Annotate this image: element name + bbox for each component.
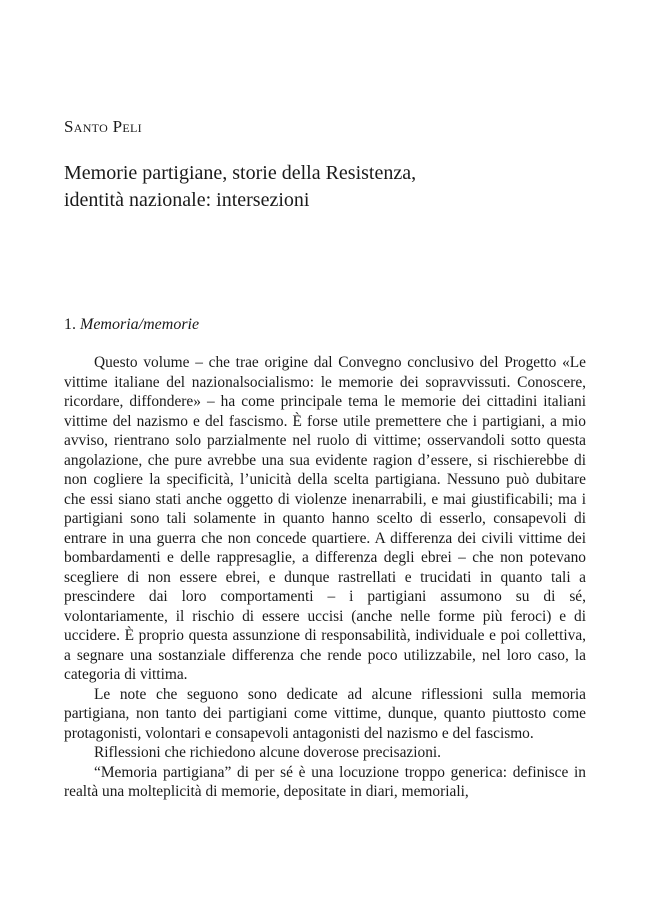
- chapter-title-line-1: Memorie partigiane, storie della Resistenza,: [64, 162, 417, 184]
- section-heading: [64, 316, 199, 334]
- paragraph: “Memoria partigiana” di per sé è una locuzione troppo generica: definisce in realtà una molteplicità di memorie, depositate in diari, memoriali,: [64, 763, 586, 800]
- author-name: Santo Peli: [64, 117, 142, 136]
- paragraph: Riflessioni che richiedono alcune doverose precisazioni.: [94, 744, 442, 761]
- body-text: [64, 353, 586, 802]
- chapter-title: [64, 160, 584, 214]
- chapter-title-line-2: identità nazionale: intersezioni: [64, 189, 310, 211]
- paragraph: Questo volume – che trae origine dal Convegno conclusivo del Progetto «Le vittime italiane del nazionalsocialismo: le memorie dei sopravvissuti. Conoscere, ricordare, diffondere» – ha come principale tema le memorie dei cittadini italiani vittime del nazismo e del fascismo. È forse utile premettere che i partigiani, a mio avviso, rientrano solo parzialmente nel ruolo di vittime; osservandoli sotto questa angolazione, che pure avrebbe una sua evidente ragion d’essere, si rischierebbe di non cogliere la specificità, l’unicità della scelta partigiana. Nessuno può dubitare che essi siano stati anche oggetto di violenze inenarrabili, e mai giustificabili; ma i partigiani sono tali solamente in quanto hanno scelto di esserlo, consapevoli di entrare in una guerra che non concede quartiere. A differenza dei civili vittime dei bombardamenti e delle rappresaglie, a differenza degli ebrei – che non potevano scegliere di non essere ebrei, e dunque rastrellati e trucidati in quanto tali a prescindere dai loro comportamenti – i partigiani assumono su di sé, volontariamente, il rischio di essere uccisi (anche nelle forme più feroci) e di uccidere. È proprio questa assunzione di responsabilità, individuale e poi collettiva, a segnare una sostanziale differenza che rende poco utilizzabile, nel loro caso, la categoria di vittima.: [64, 354, 586, 683]
- section-name: Memoria/memorie: [80, 316, 200, 333]
- paragraph: Le note che seguono sono dedicate ad alcune riflessioni sulla memoria partigiana, non tanto dei partigiani come vittime, dunque, quanto piuttosto come protagonisti, volontari e consapevoli antagonisti del nazismo e del fascismo.: [64, 685, 586, 742]
- section-number: 1.: [64, 316, 76, 333]
